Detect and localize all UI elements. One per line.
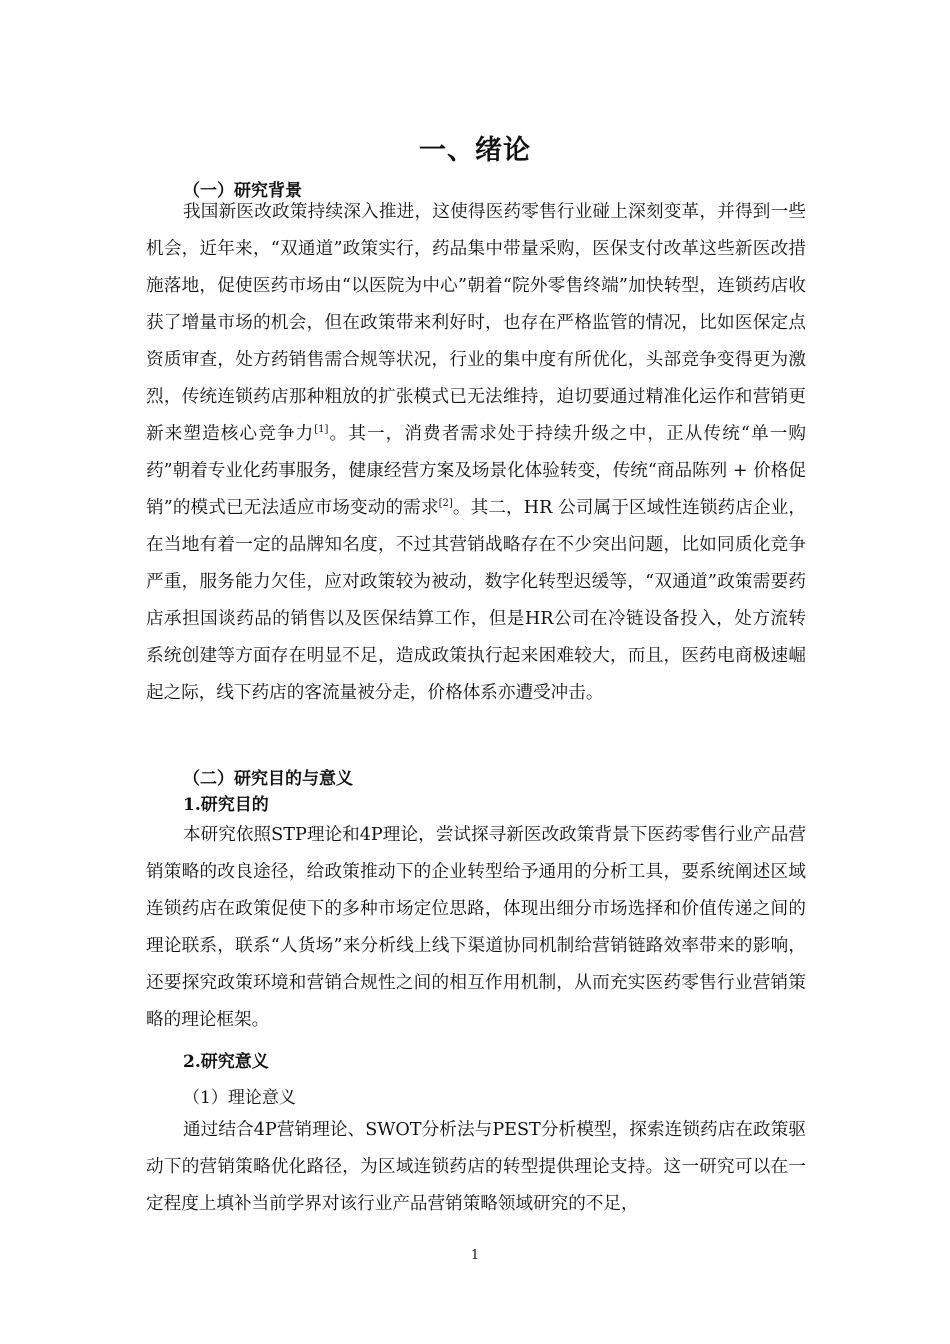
purpose-text: 本研究依照STP理论和4P理论，尝试探寻新医改政策背景下医药零售行业产品营销策略的改良途径，给政策推动下的企业转型给予通用的分析工具，要系统阐述区域连锁药店在政策促使下的多种市场定位思路，体现出细分市场选择和价值传递之间的理论联系，联系“人货场”来分析线上线下渠道协同机制给营销链路效率带来的影响，还要探究政策环境和营销合规性之间的相互作用机制，从而充实医药零售行业营销策略的理论框架。 [146,825,806,1030]
citation-2[interactable]: [2] [438,498,453,510]
background-text-part3: 。其二，HR 公司属于区域性连锁药店企业，在当地有着一定的品牌知名度，不过其营销战略存在不少突出问题，比如同质化竞争严重，服务能力欠佳，应对政策较为被动，数字化转型迟缓等，“双通道”政策需要药店承担国谈药品的销售以及医保结算工作，但是HR公司在冷链设备投入，处方流转系统创建等方面存在明显不足，造成政策执行起来困难较大，而且，医药电商极速崛起之际，线下药店的客流量被分走，价格体系亦遭受冲击。 [146,498,807,703]
purpose-paragraph [146,817,806,1039]
citation-1[interactable]: [1] [314,424,329,436]
theoretical-text: 通过结合4P营销理论、SWOT分析法与PEST分析模型，探索连锁药店在政策驱动下的营销策略优化路径，为区域连锁药店的转型提供理论支持。这一研究可以在一定程度上填补当前学界对该行业产品营销策略领域研究的不足， [146,1120,806,1214]
subsection-heading-purpose: 1.研究目的 [183,795,269,815]
subsection-heading-significance: 2.研究意义 [183,1052,269,1072]
item-heading-theoretical: （1）理论意义 [183,1088,296,1108]
chapter-title: 一、绪论 [419,135,531,166]
theoretical-paragraph [146,1112,806,1223]
background-paragraph [146,194,806,712]
section-heading-background: （一）研究背景 [183,181,302,201]
section-heading-purpose: （二）研究目的与意义 [183,769,353,789]
page-number: 1 [470,1248,480,1263]
background-text-part2: 。其一，消费者需求处于持续升级之中，正从传统“单一购药”朝着专业化药事服务，健康经营方案及场景化体验转变，传统“商品陈列 + 价格促销”的模式已无法适应市场变动的需求 [146,424,806,518]
background-text-part1: 我国新医改政策持续深入推进，这使得医药零售行业碰上深刻变革，并得到一些机会，近年来，“双通道”政策实行，药品集中带量采购，医保支付改革这些新医改措施落地，促使医药市场由“以医院为中心”朝着“院外零售终端”加快转型，连锁药店收获了增量市场的机会，但在政策带来利好时，也存在严格监管的情况，比如医保定点资质审查，处方药销售需合规等状况，行业的集中度有所优化，头部竞争变得更为激烈，传统连锁药店那种粗放的扩张模式已无法维持，迫切要通过精准化运作和营销更新来塑造核心竞争力 [146,202,806,444]
